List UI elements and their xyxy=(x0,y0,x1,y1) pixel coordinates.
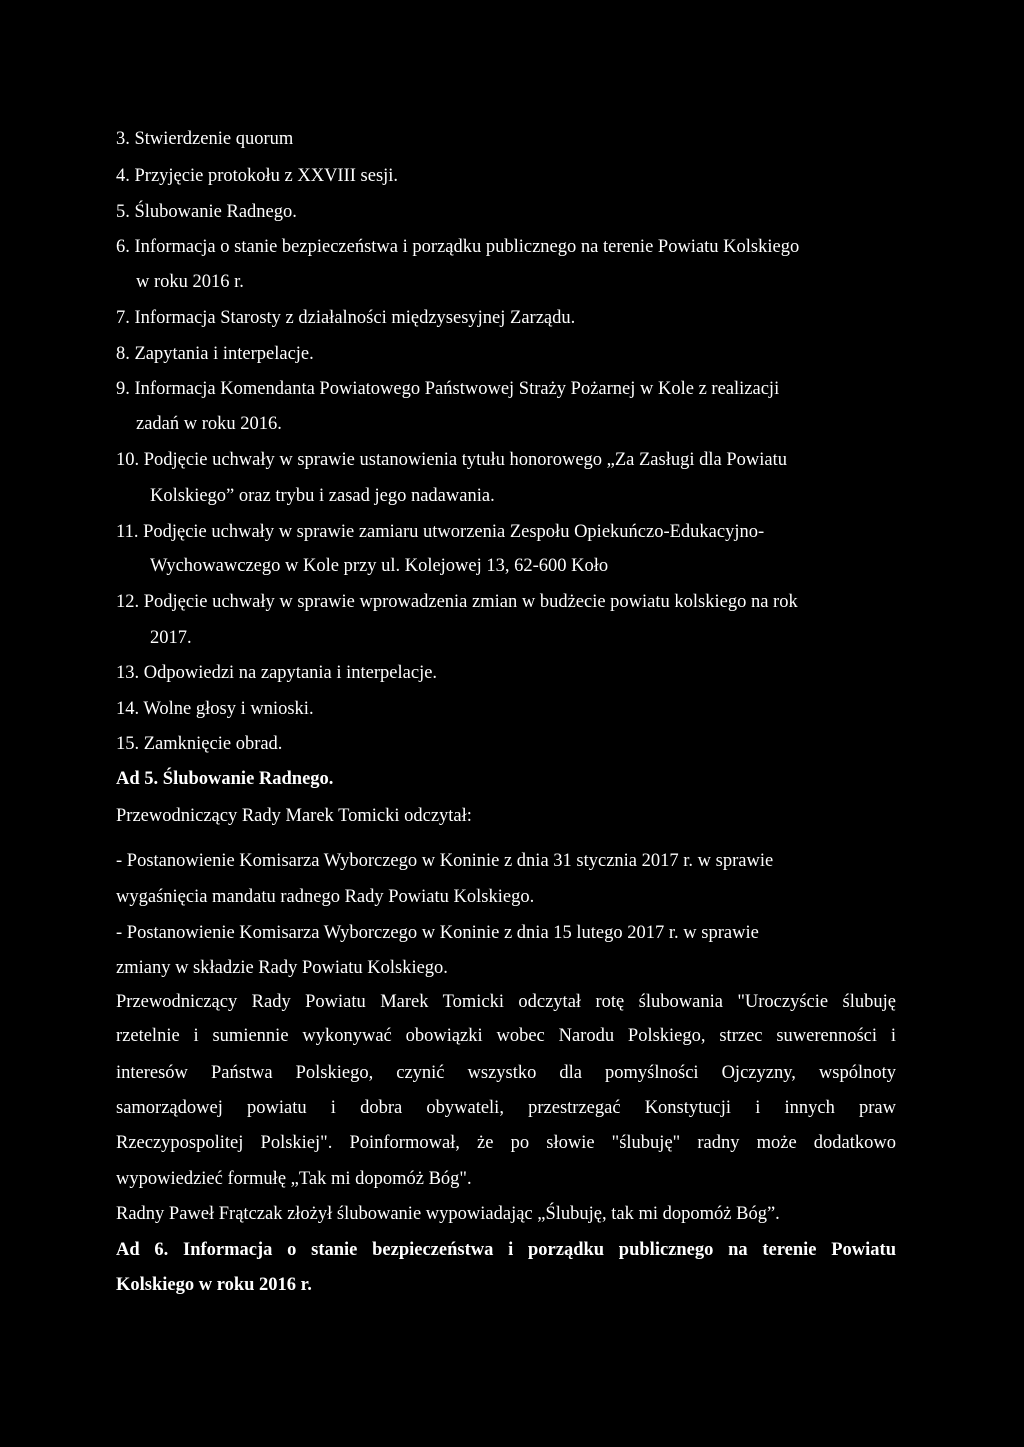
pledge-statement: Radny Paweł Frątczak złożył ślubowanie wypowiadając „Ślubuję, tak mi dopomóż Bóg”. xyxy=(116,1204,780,1224)
decision-1-line-2: wygaśnięcia mandatu radnego Rady Powiatu Kolskiego. xyxy=(116,887,535,907)
agenda-item-3: 3. Stwierdzenie quorum xyxy=(116,129,294,149)
agenda-item-15: 15. Zamknięcie obrad. xyxy=(116,734,283,754)
agenda-item-6-cont: w roku 2016 r. xyxy=(136,272,244,292)
agenda-item-7: 7. Informacja Starosty z działalności międzysesyjnej Zarządu. xyxy=(116,308,576,328)
agenda-item-12-cont: 2017. xyxy=(150,628,192,648)
section-6-heading-line-2: Kolskiego w roku 2016 r. xyxy=(116,1275,312,1295)
section-6-heading-line-1: Ad 6. Informacja o stanie bezpieczeństwa i porządku publicznego na terenie Powiatu xyxy=(116,1240,896,1260)
section-5-intro: Przewodniczący Rady Marek Tomicki odczytał: xyxy=(116,806,472,826)
agenda-item-9: 9. Informacja Komendanta Powiatowego Państwowej Straży Pożarnej w Kole z realizacji xyxy=(116,379,780,399)
agenda-item-5: 5. Ślubowanie Radnego. xyxy=(116,202,297,222)
decision-2-line-2: zmiany w składzie Rady Powiatu Kolskiego. xyxy=(116,958,448,978)
oath-line-3: interesów Państwa Polskiego, czynić wszystko dla pomyślności Ojczyzny, wspólnoty xyxy=(116,1063,896,1083)
agenda-item-9-cont: zadań w roku 2016. xyxy=(136,414,282,434)
oath-line-5: Rzeczypospolitej Polskiej". Poinformował, że po słowie "ślubuję" radny może dodatkowo xyxy=(116,1133,896,1153)
agenda-item-11: 11. Podjęcie uchwały w sprawie zamiaru utworzenia Zespołu Opiekuńczo-Edukacyjno- xyxy=(116,522,765,542)
agenda-item-4: 4. Przyjęcie protokołu z XXVIII sesji. xyxy=(116,166,399,186)
section-5-heading: Ad 5. Ślubowanie Radnego. xyxy=(116,769,334,789)
decision-2-line-1: - Postanowienie Komisarza Wyborczego w Koninie z dnia 15 lutego 2017 r. w sprawie xyxy=(116,923,759,943)
oath-line-2: rzetelnie i sumiennie wykonywać obowiązki wobec Narodu Polskiego, strzec suwerenności i xyxy=(116,1026,896,1046)
agenda-item-8: 8. Zapytania i interpelacje. xyxy=(116,344,314,364)
agenda-item-13: 13. Odpowiedzi na zapytania i interpelacje. xyxy=(116,663,438,683)
oath-line-6: wypowiedzieć formułę „Tak mi dopomóż Bóg". xyxy=(116,1169,472,1189)
decision-1-line-1: - Postanowienie Komisarza Wyborczego w Koninie z dnia 31 stycznia 2017 r. w sprawie xyxy=(116,851,774,871)
oath-line-4: samorządowej powiatu i dobra obywateli, przestrzegać Konstytucji i innych praw xyxy=(116,1098,896,1118)
agenda-item-14: 14. Wolne głosy i wnioski. xyxy=(116,699,314,719)
agenda-item-10-cont: Kolskiego” oraz trybu i zasad jego nadawania. xyxy=(150,486,495,506)
agenda-item-6: 6. Informacja o stanie bezpieczeństwa i porządku publicznego na terenie Powiatu Kolskiego xyxy=(116,237,800,257)
agenda-item-10: 10. Podjęcie uchwały w sprawie ustanowienia tytułu honorowego „Za Zasługi dla Powiatu xyxy=(116,450,787,470)
agenda-item-12: 12. Podjęcie uchwały w sprawie wprowadzenia zmian w budżecie powiatu kolskiego na rok xyxy=(116,592,798,612)
agenda-item-11-cont: Wychowawczego w Kole przy ul. Kolejowej 13, 62-600 Koło xyxy=(150,556,609,576)
oath-line-1: Przewodniczący Rady Powiatu Marek Tomicki odczytał rotę ślubowania "Uroczyście ślubuję xyxy=(116,992,896,1012)
